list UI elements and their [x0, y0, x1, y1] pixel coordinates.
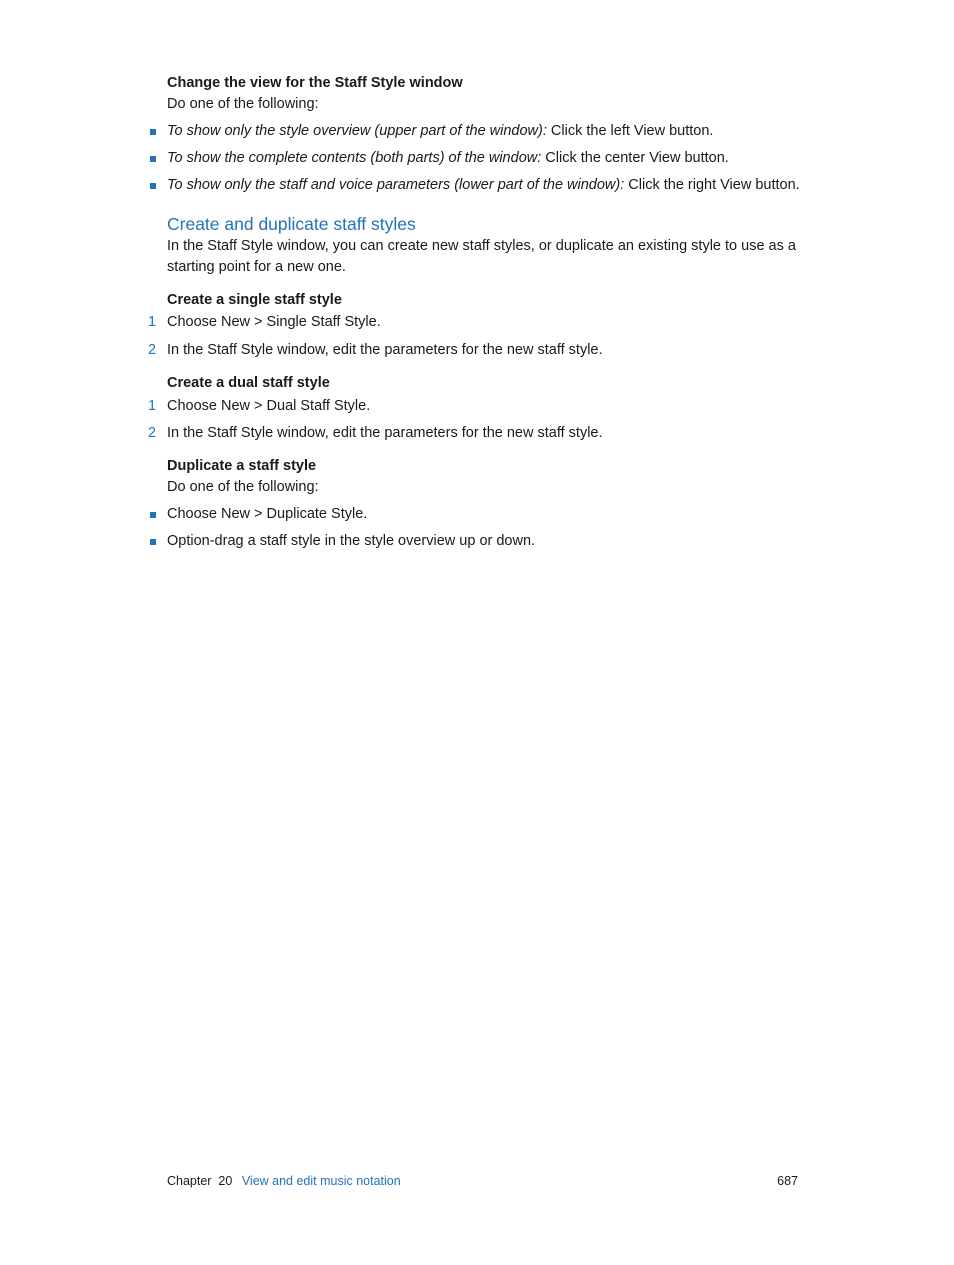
step-text: In the Staff Style window, edit the parameters for the new staff style.	[167, 342, 603, 358]
item-text: Option-drag a staff style in the style overview up or down.	[167, 533, 536, 549]
footer-chapter	[167, 1172, 401, 1190]
item-lead: To show only the staff and voice parameters (lower part of the window):	[167, 177, 625, 193]
step-text: Choose New > Dual Staff Style.	[167, 398, 371, 414]
bullet-icon	[148, 531, 162, 552]
task-intro: Do one of the following:	[167, 479, 319, 495]
page-number: 687	[777, 1174, 798, 1188]
task-intro: Do one of the following:	[167, 96, 319, 112]
bullet-icon	[148, 121, 162, 142]
chapter-title-link[interactable]: View and edit music notation	[241, 1174, 401, 1188]
item-lead: To show only the style overview (upper part of the window):	[167, 123, 547, 139]
item-text: Choose New > Duplicate Style.	[167, 506, 368, 522]
task-heading-dual: Create a dual staff style	[167, 375, 330, 391]
chapter-label: Chapter 20	[167, 1174, 233, 1188]
step-number: 2	[148, 342, 157, 358]
task-heading-change-view: Change the view for the Staff Style window	[167, 75, 463, 91]
step-text: Choose New > Single Staff Style.	[167, 314, 381, 330]
task-heading-duplicate: Duplicate a staff style	[167, 458, 317, 474]
section-heading: Create and duplicate staff styles	[167, 214, 416, 234]
item-lead: To show the complete contents (both parts) of the window:	[167, 150, 542, 166]
section-intro: In the Staff Style window, you can create new staff styles, or duplicate an existing style to use as a starting point for a new one.	[167, 238, 796, 275]
step-text: In the Staff Style window, edit the parameters for the new staff style.	[167, 425, 603, 441]
step-number: 2	[148, 425, 157, 441]
bullet-icon	[148, 148, 162, 169]
item-rest: Click the right View button.	[624, 177, 800, 193]
bullet-icon	[148, 504, 162, 525]
step-number: 1	[148, 314, 157, 330]
step-number: 1	[148, 398, 157, 414]
item-rest: Click the left View button.	[546, 123, 714, 139]
bullet-icon	[148, 175, 162, 196]
item-rest: Click the center View button.	[541, 150, 729, 166]
task-heading-single: Create a single staff style	[167, 292, 342, 308]
